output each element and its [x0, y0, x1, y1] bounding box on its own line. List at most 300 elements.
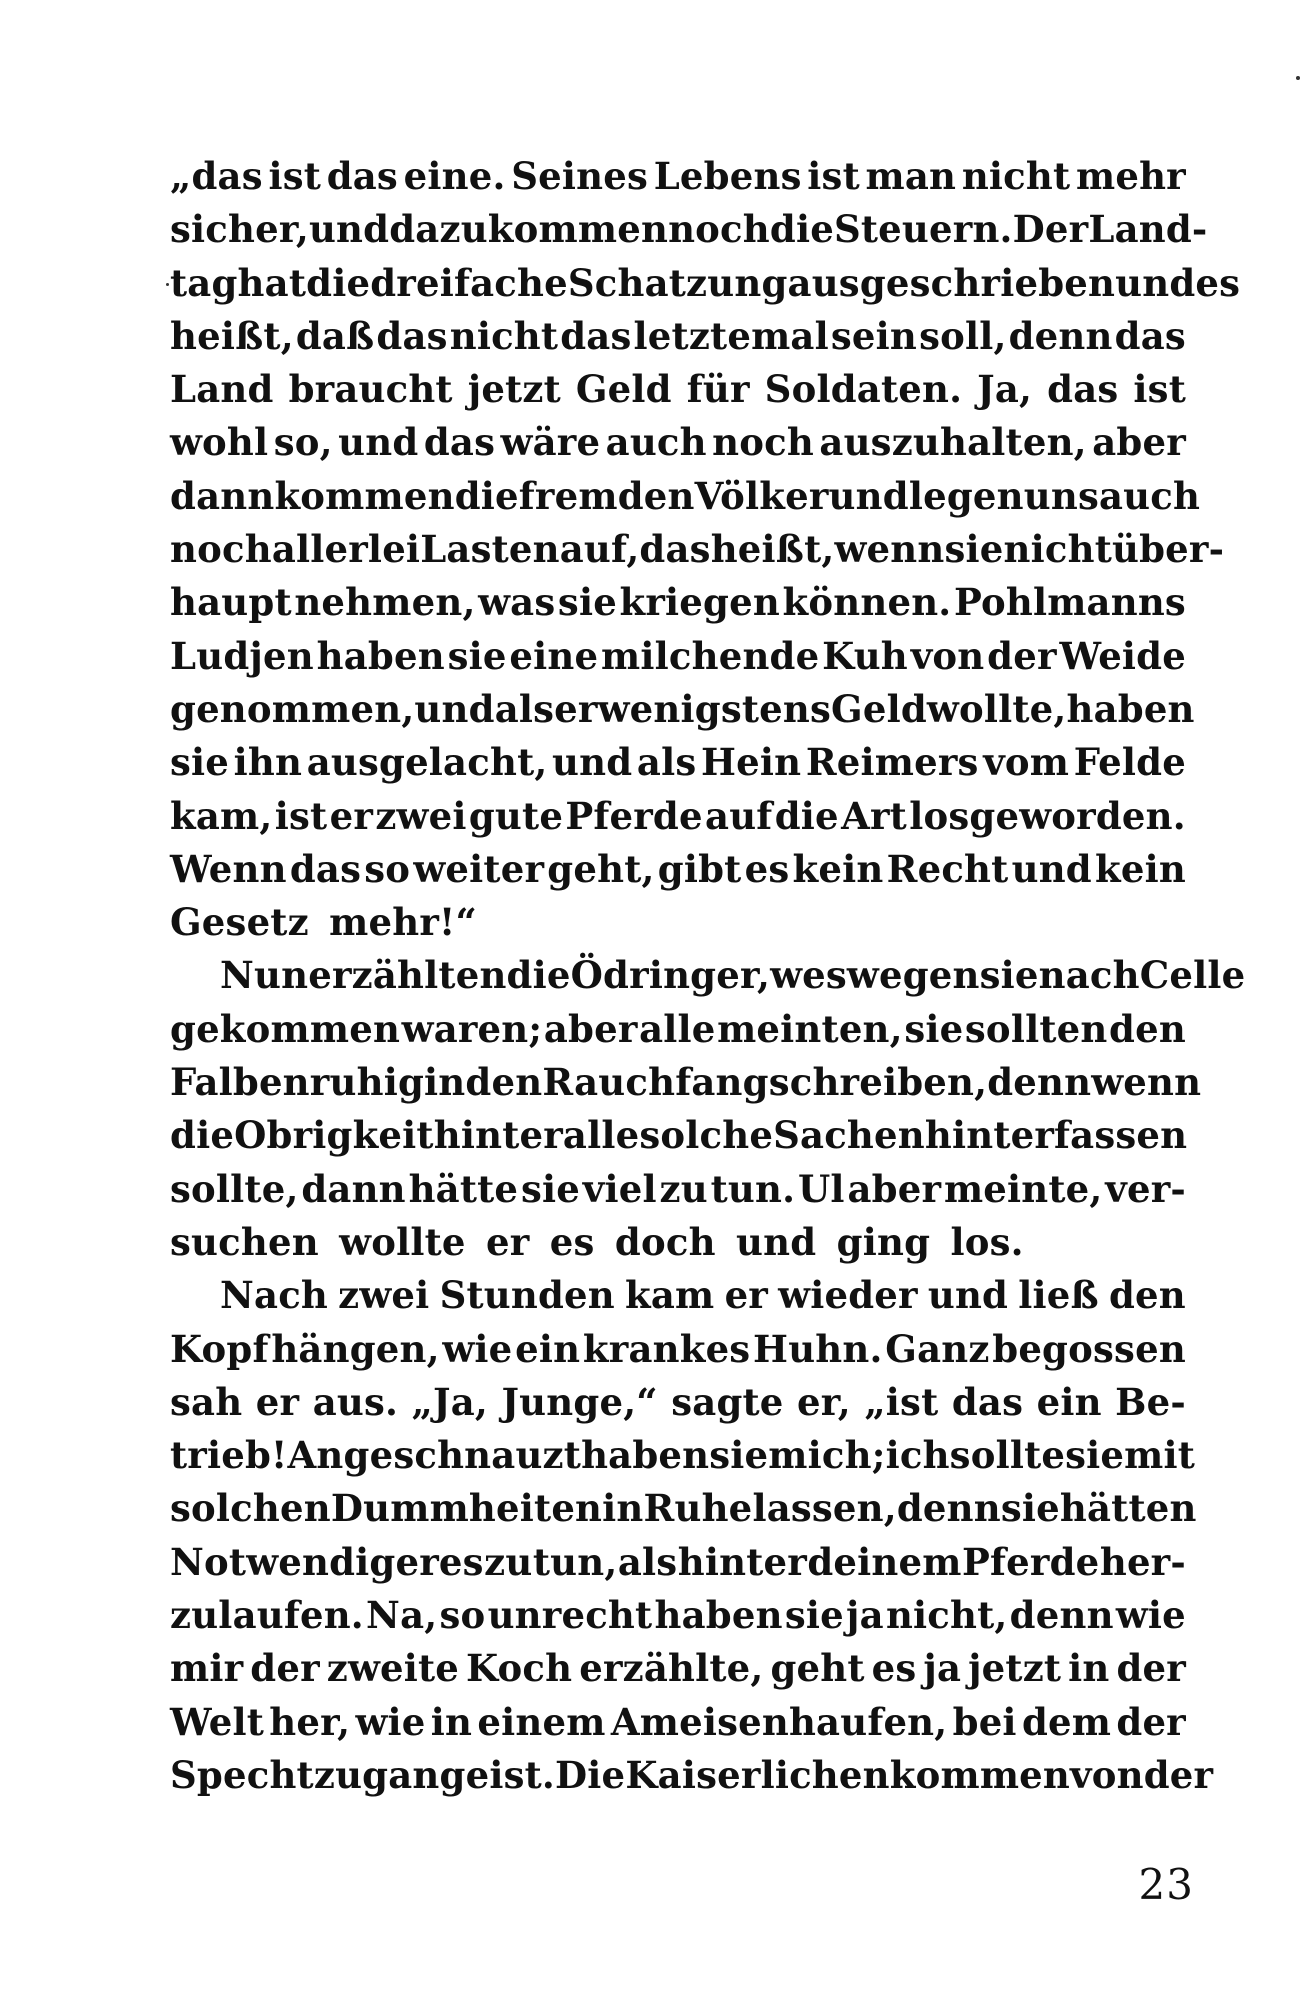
word: aus. [312, 1379, 399, 1424]
word: hinterfassen [924, 1113, 1188, 1158]
word: sah [170, 1379, 243, 1424]
word: in [602, 1486, 644, 1531]
word: kommen [889, 1752, 1071, 1797]
word: krankes [582, 1326, 751, 1371]
word: sie [944, 527, 1004, 572]
word: unrecht [487, 1593, 653, 1638]
text-line [170, 363, 1186, 416]
word: Na, [366, 1593, 438, 1638]
word: aber [543, 1006, 638, 1051]
word: als [494, 686, 555, 731]
word: vom [983, 740, 1070, 785]
word: soll, [919, 313, 1007, 358]
word: zu [484, 1539, 533, 1584]
word: uns [1023, 473, 1099, 518]
word: hinter [433, 1113, 563, 1158]
word: Be- [1115, 1379, 1186, 1424]
word: gibt [657, 846, 742, 891]
word: den [465, 1060, 543, 1105]
word: Ameisenhaufen, [610, 1699, 948, 1744]
word: Ja, [977, 367, 1033, 412]
word: die [506, 953, 571, 998]
word: in [1068, 1646, 1110, 1691]
word: es [549, 1219, 595, 1264]
word: sollten [964, 1006, 1108, 1051]
text-line [170, 843, 1186, 896]
text-line [170, 1482, 1197, 1535]
word: letztemal [633, 313, 829, 358]
word: zugange [313, 1752, 490, 1797]
word: die [306, 260, 371, 305]
word: denn [1008, 313, 1113, 358]
text-line [170, 1323, 1186, 1376]
word: ausgeschrieben [787, 260, 1116, 305]
word: der [1116, 1699, 1186, 1744]
word: braucht [288, 367, 453, 412]
word: daß [295, 313, 375, 358]
word: begossen [992, 1326, 1186, 1371]
word: Nun [220, 953, 309, 998]
word: dreifache [370, 260, 568, 305]
text-line [170, 1109, 1186, 1162]
word: noch [668, 207, 770, 252]
word: Lasten [420, 527, 560, 572]
word: zwei [375, 793, 467, 838]
word: aber [847, 1166, 942, 1211]
text-line-paragraph-start [170, 949, 1246, 1002]
word: trieb! [170, 1433, 288, 1478]
word: Celle [1139, 953, 1246, 998]
word: Ludjen [170, 633, 314, 678]
word: zu [659, 1166, 708, 1211]
word: nehmen, [294, 580, 476, 625]
word: zulaufen. [170, 1593, 364, 1638]
word: der [1116, 1646, 1186, 1691]
word: genommen, [170, 686, 415, 731]
text-line [170, 1003, 1186, 1056]
word: geht [770, 1646, 865, 1691]
word: hat [237, 260, 307, 305]
word: jetzt [968, 1646, 1062, 1691]
word: Gesetz [170, 900, 309, 945]
word: so [439, 1593, 486, 1638]
word: denn [896, 1486, 1001, 1531]
text-line [170, 150, 1186, 203]
word: kommen [274, 473, 455, 518]
word: es [1195, 260, 1241, 305]
word: kam [625, 1273, 715, 1318]
word: den [1108, 1273, 1186, 1318]
word: Lebens [653, 154, 802, 198]
word: die [454, 473, 519, 518]
text-line [170, 310, 1186, 363]
word: ich [885, 1433, 950, 1478]
word: können. [782, 580, 952, 625]
word: solchen [170, 1486, 331, 1531]
word: milchende [601, 633, 820, 678]
text-line-paragraph-end [170, 896, 1186, 949]
word: legen [908, 473, 1024, 518]
word: Kopf [170, 1326, 269, 1371]
body-text [170, 150, 1246, 1802]
word: Weide [1059, 633, 1186, 678]
word: sollte [949, 1433, 1066, 1478]
word: waren; [401, 1006, 543, 1051]
word: er [485, 1219, 530, 1264]
word: mich; [768, 1433, 886, 1478]
word: von [910, 633, 985, 678]
text-line [170, 630, 1186, 683]
word: in [424, 1060, 466, 1105]
word: eine [509, 633, 599, 678]
word: viel [582, 1166, 657, 1211]
word: Sachen [773, 1113, 925, 1158]
word: heißt, [710, 527, 835, 572]
word: Falben [170, 1060, 310, 1105]
word: was [478, 580, 556, 625]
word: Schatzung [567, 260, 788, 305]
word: allerlei [271, 527, 421, 572]
word: Kuh [822, 633, 908, 678]
word: und [1011, 846, 1092, 891]
word: Pohlmanns [953, 580, 1186, 625]
text-line [170, 790, 1186, 843]
word: das [1047, 367, 1119, 412]
word: ließ [1018, 1273, 1099, 1318]
word: ist [268, 154, 322, 198]
word: sie [1065, 1433, 1125, 1478]
word: weswegen [770, 953, 980, 998]
word: sie [520, 1166, 580, 1211]
word: Ul [797, 1166, 845, 1211]
word: Welt [170, 1699, 265, 1744]
word: Notwendigeres [170, 1539, 484, 1584]
word: deinem [807, 1539, 962, 1584]
word: wieder [778, 1273, 918, 1318]
text-line [170, 1056, 1202, 1109]
word: auszuhalten, [819, 420, 1087, 465]
text-line [170, 1163, 1186, 1216]
word: als [636, 740, 697, 785]
word: wollte [339, 1219, 466, 1264]
word: Junge,“ [501, 1379, 658, 1424]
word: ist. [489, 1752, 556, 1797]
word: nach [1038, 953, 1140, 998]
word: ruhig [309, 1060, 425, 1105]
word: das [1114, 313, 1186, 358]
word: gekommen [170, 1006, 401, 1051]
word: sie [557, 580, 617, 625]
text-line [170, 1536, 1186, 1589]
word: heißt, [170, 313, 294, 358]
word: Huhn. [753, 1326, 883, 1371]
word: einem [477, 1699, 606, 1744]
word: erzählten [308, 953, 507, 998]
word: Geld [575, 367, 672, 412]
word: tun, [532, 1539, 618, 1584]
word: Nach [220, 1273, 329, 1318]
word: ihn [233, 740, 303, 785]
word: auf [705, 793, 773, 838]
word: auf, [559, 527, 640, 572]
word: weiter [413, 846, 545, 891]
word: Geld [831, 686, 927, 731]
word: die [769, 207, 834, 252]
word: sie [447, 633, 507, 678]
word: dann [170, 473, 275, 518]
word: Pferde [565, 793, 703, 838]
word: man [865, 154, 957, 198]
word: sie [784, 1593, 844, 1638]
word: nicht [449, 313, 559, 358]
word: und [1115, 260, 1196, 305]
word: her, [269, 1699, 351, 1744]
word: haben [654, 1593, 783, 1638]
word: die [774, 793, 839, 838]
word: Recht [886, 846, 1009, 891]
word: als [617, 1539, 678, 1584]
word: gute [468, 793, 564, 838]
word: Stunden [439, 1273, 615, 1318]
word: Kaiserlichen [625, 1752, 890, 1797]
word: alle [562, 1113, 640, 1158]
word: mehr!“ [329, 900, 477, 945]
word: doch [614, 1219, 716, 1264]
text-line [170, 1642, 1186, 1695]
word: ausgelacht, [306, 740, 548, 785]
word: tag [170, 260, 238, 305]
word: für [686, 367, 750, 412]
word: von [1070, 1752, 1144, 1797]
text-line [170, 203, 1208, 256]
word: schreiben, [768, 1060, 988, 1105]
word: sollte, [170, 1166, 299, 1211]
text-line-paragraph-end [170, 1216, 1186, 1269]
word: Ganz [885, 1326, 990, 1371]
word: er [255, 1379, 300, 1424]
word: lassen, [752, 1486, 897, 1531]
word: mir [170, 1646, 244, 1691]
word: Pferde [962, 1539, 1100, 1584]
word: denn [1009, 1593, 1114, 1638]
word: und [414, 686, 495, 731]
word: so [364, 846, 411, 891]
scan-speck [1296, 76, 1300, 80]
word: mehr [1075, 154, 1186, 198]
word: Dummheiten [330, 1486, 603, 1531]
word: nicht, [885, 1593, 1008, 1638]
text-line [170, 1429, 1196, 1482]
word: Reimers [805, 740, 979, 785]
word: er, [797, 1379, 851, 1424]
text-line [170, 1749, 1214, 1802]
word: noch [712, 420, 814, 465]
word: her- [1099, 1539, 1186, 1584]
word: suchen [170, 1219, 319, 1264]
word: Hein [700, 740, 802, 785]
word: Art [841, 793, 907, 838]
word: haben [581, 1433, 710, 1478]
word: in [430, 1699, 473, 1744]
word: sie [170, 740, 230, 785]
word: und [338, 420, 419, 465]
word: und [828, 473, 909, 518]
word: es [871, 1646, 917, 1691]
word: dazu [389, 207, 488, 252]
word: meinte, [943, 1166, 1103, 1211]
word: und [552, 740, 633, 785]
word: Land [170, 367, 274, 412]
word: zweite [326, 1646, 460, 1691]
word: ging [836, 1219, 931, 1264]
word: hätte [408, 1166, 519, 1211]
word: Obrigkeit [234, 1113, 434, 1158]
word: wenn [834, 527, 945, 572]
word: sagte [671, 1379, 784, 1424]
word: kam, [170, 793, 273, 838]
word: wie [1115, 1593, 1186, 1638]
word: wenigstens [597, 686, 832, 731]
word: das [423, 420, 496, 465]
page-number: 23 [1138, 1860, 1194, 1909]
word: auch [1098, 473, 1201, 518]
word: über- [1112, 527, 1225, 572]
word: fremden [518, 473, 695, 518]
word: tun. [710, 1166, 796, 1211]
word: hängen, [271, 1326, 440, 1371]
word: auch [605, 420, 707, 465]
word: solche [639, 1113, 774, 1158]
text-line [170, 257, 1241, 310]
word: wie [442, 1326, 513, 1371]
word: „das [170, 154, 263, 198]
word: und [736, 1219, 817, 1264]
word: jetzt [467, 367, 561, 412]
word: bei [952, 1699, 1017, 1744]
word: das [326, 154, 398, 198]
word: Land- [1088, 207, 1208, 252]
word: die [170, 1113, 235, 1158]
text-line [170, 1376, 1186, 1429]
text-line [170, 1589, 1186, 1642]
word: Felde [1073, 740, 1186, 785]
word: Soldaten. [764, 367, 963, 412]
word: Ruhe [643, 1486, 753, 1531]
word: Der [1012, 207, 1089, 252]
word: kein [792, 846, 884, 891]
word: es [744, 846, 790, 891]
word: zwei [338, 1273, 430, 1318]
word: und [308, 207, 390, 252]
word: ist [807, 154, 860, 198]
word: er [329, 793, 374, 838]
word: den [1109, 1006, 1186, 1051]
word: so, [273, 420, 333, 465]
word: der [250, 1646, 320, 1691]
word: ist [1133, 367, 1186, 412]
word: das [289, 846, 362, 891]
text-line-paragraph-start [170, 1269, 1186, 1322]
word: nicht [961, 154, 1071, 198]
word: und [927, 1273, 1009, 1318]
word: sie [1000, 1486, 1060, 1531]
word: Seines [511, 154, 649, 198]
word: er [554, 686, 598, 731]
word: hinter [677, 1539, 807, 1584]
word: haben [1066, 686, 1195, 731]
text-line [170, 416, 1186, 469]
word: ver- [1105, 1166, 1186, 1211]
word: Rauchfang [542, 1060, 769, 1105]
scan-speck [166, 283, 169, 286]
word: sie [904, 1006, 964, 1051]
word: wohl [170, 420, 269, 465]
word: sie [709, 1433, 769, 1478]
word: ja [923, 1646, 962, 1691]
word: Koch [465, 1646, 573, 1691]
word: haben [316, 633, 445, 678]
word: der [987, 633, 1057, 678]
word: Wenn [170, 846, 287, 891]
word: sicher, [170, 207, 309, 252]
word: ist [274, 793, 328, 838]
word: das [560, 313, 632, 358]
word: Specht [170, 1752, 314, 1797]
text-line [170, 683, 1195, 736]
word: wie [355, 1699, 426, 1744]
word: sie [979, 953, 1039, 998]
word: nicht [1003, 527, 1112, 572]
word: wenn [1091, 1060, 1202, 1105]
word: Ödringer, [570, 953, 771, 998]
text-line [170, 736, 1186, 789]
text-line [170, 1696, 1186, 1749]
word: kommen [487, 207, 669, 252]
word: losgeworden. [909, 793, 1186, 838]
text-line [170, 523, 1225, 576]
word: erzählte, [579, 1646, 764, 1691]
text-line [170, 470, 1201, 523]
word: alle [639, 1006, 716, 1051]
word: Steuern. [833, 207, 1013, 252]
word: noch [170, 527, 272, 572]
word: er [724, 1273, 768, 1318]
word: kein [1095, 846, 1186, 891]
word: der [1143, 1752, 1214, 1797]
word: denn [987, 1060, 1092, 1105]
text-line [170, 576, 1186, 629]
word: meinten, [717, 1006, 903, 1051]
word: kriegen [619, 580, 780, 625]
word: mit [1124, 1433, 1196, 1478]
word: eine. [403, 154, 506, 198]
word: dann [301, 1166, 406, 1211]
word: aber [1092, 420, 1186, 465]
word: das [376, 313, 448, 358]
word: „Ja, [411, 1379, 488, 1424]
word: los. [950, 1219, 1024, 1264]
word: ja [846, 1593, 884, 1638]
word: dem [1021, 1699, 1112, 1744]
word: Völker [694, 473, 829, 518]
word: haupt [170, 580, 292, 625]
word: geht, [547, 846, 655, 891]
word: wollte, [926, 686, 1067, 731]
word: das [951, 1379, 1024, 1424]
word: Angeschnauzt [287, 1433, 582, 1478]
word: sein [830, 313, 918, 358]
word: ein [515, 1326, 581, 1371]
